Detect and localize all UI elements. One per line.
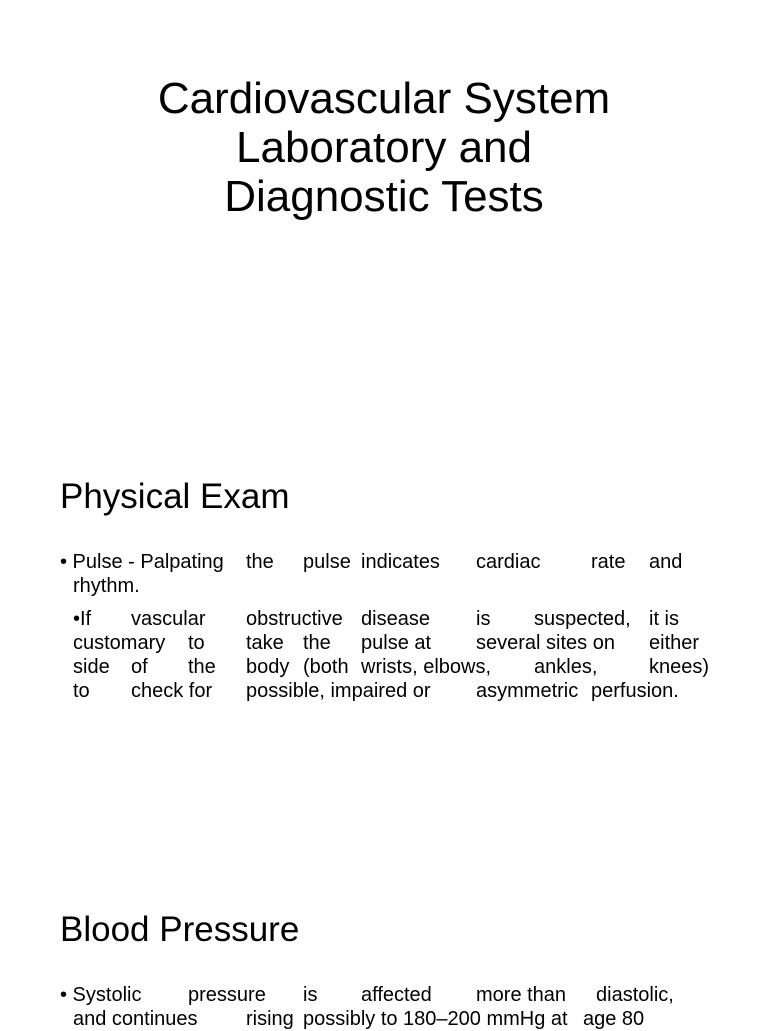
text-segment: diastolic, <box>596 984 674 1006</box>
text-segment: of <box>131 656 148 678</box>
text-segment: to <box>188 632 205 654</box>
text-segment: check for <box>131 680 213 702</box>
text-segment: the <box>246 551 274 573</box>
text-segment: take <box>246 632 284 654</box>
text-segment: several sites on <box>476 632 615 654</box>
text-segment: side <box>73 656 110 678</box>
text-segment: is <box>476 608 491 630</box>
text-segment: pulse at <box>361 632 432 654</box>
text-segment: (both <box>303 656 349 678</box>
text-segment: disease <box>361 608 430 630</box>
text-segment: indicates <box>361 551 440 573</box>
text-segment: rising <box>246 1008 294 1030</box>
text-segment: and continues <box>73 1008 198 1030</box>
text-segment: body <box>246 656 290 678</box>
text-segment: and <box>649 551 683 573</box>
text-line <box>0 1007 768 1031</box>
text-segment: rate <box>591 551 626 573</box>
text-segment: cardiac <box>476 551 541 573</box>
text-segment: possibly to 180–200 mmHg at <box>303 1008 568 1030</box>
text-segment: possible, impaired or <box>246 680 431 702</box>
text-segment: •If <box>73 608 92 630</box>
text-segment: the <box>188 656 216 678</box>
title-line: Cardiovascular System <box>157 74 611 123</box>
text-segment: knees) <box>649 656 710 678</box>
text-segment: pulse <box>303 551 351 573</box>
text-segment: vascular <box>131 608 206 630</box>
text-segment: the <box>303 632 331 654</box>
text-segment: perfusion. <box>591 680 679 702</box>
text-segment: either <box>649 632 700 654</box>
text-line <box>0 983 768 1007</box>
text-line <box>0 550 768 574</box>
section-heading-blood-pressure: Blood Pressure <box>60 910 300 949</box>
text-segment: to <box>73 680 90 702</box>
text-line <box>0 655 768 679</box>
slide-title <box>0 74 768 221</box>
text-line <box>0 679 768 703</box>
text-segment: asymmetric <box>476 680 579 702</box>
text-segment: affected <box>361 984 432 1006</box>
text-segment: • Systolic <box>60 984 142 1006</box>
title-line: Laboratory and <box>236 123 532 172</box>
text-line <box>0 631 768 655</box>
text-segment: suspected, <box>534 608 631 630</box>
text-segment: wrists, elbows, <box>361 656 492 678</box>
text-line <box>0 574 768 598</box>
text-segment: ankles, <box>534 656 598 678</box>
title-line: Diagnostic Tests <box>224 172 544 221</box>
text-segment: rhythm. <box>73 575 140 597</box>
text-segment: obstructive <box>246 608 343 630</box>
text-segment: is <box>303 984 318 1006</box>
text-line <box>0 607 768 631</box>
text-segment: it is <box>649 608 679 630</box>
text-segment: • Pulse - Palpating <box>60 551 224 573</box>
text-segment: age 80 <box>583 1008 645 1030</box>
text-segment: pressure <box>188 984 266 1006</box>
text-segment: more than <box>476 984 567 1006</box>
text-segment: customary <box>73 632 166 654</box>
section-heading-physical-exam: Physical Exam <box>60 477 290 516</box>
